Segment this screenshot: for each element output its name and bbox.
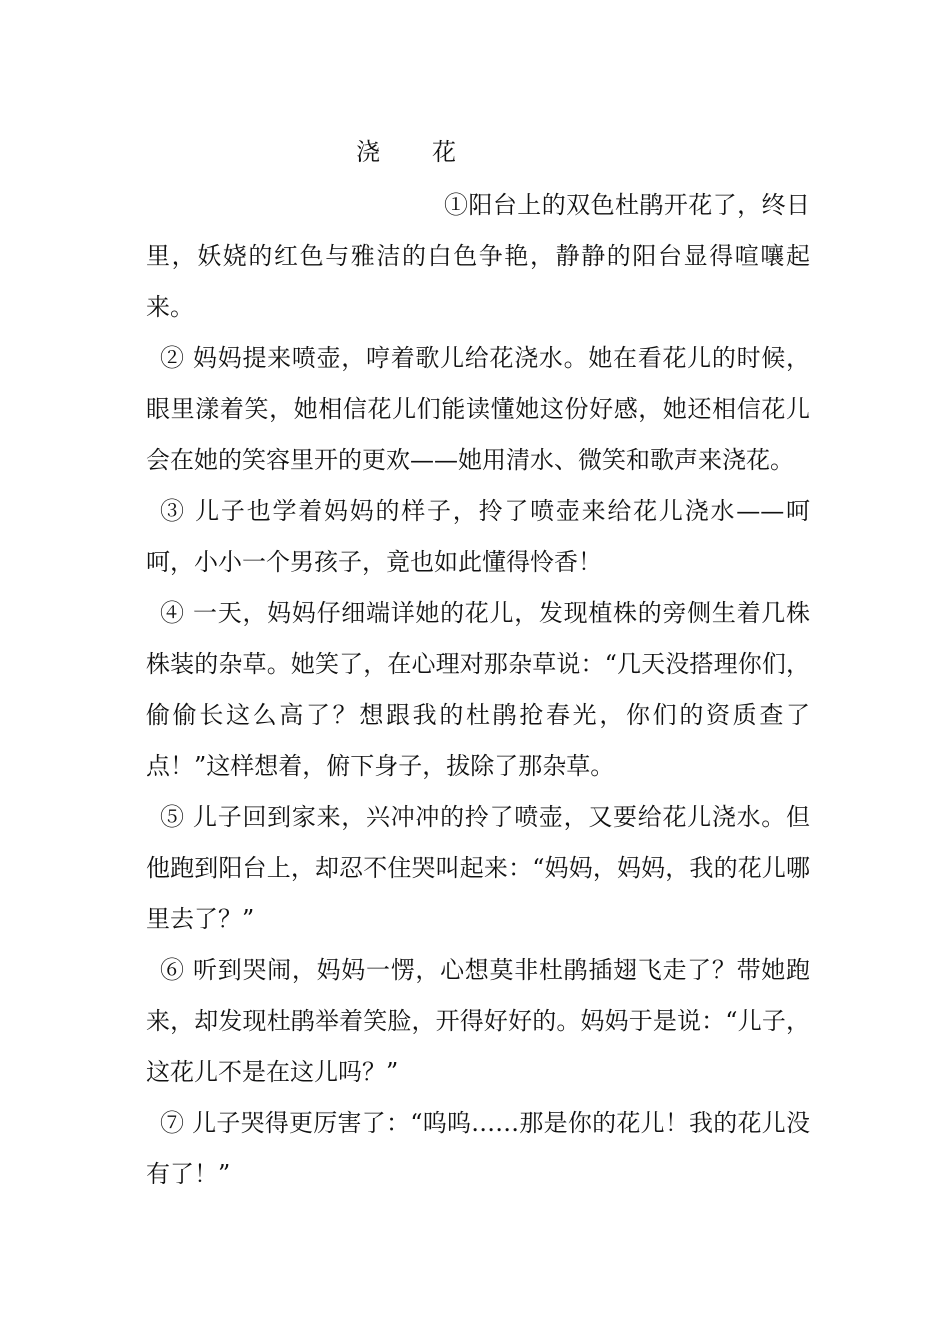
title-char-1: 浇 [356,138,380,166]
paragraph-4: ④ 一天，妈妈仔细端详她的花儿，发现植株的旁侧生着几株株装的杂草。她笑了，在心理对那杂草说：“几天没搭理你们，偷偷长这么高了？想跟我的杜鹃抢春光，你们的资质查了点！”这样想着，俯下身子，拔除了那杂草。 [146,599,810,780]
title-char-2: 花 [432,138,456,166]
paragraph-7: ⑦ 儿子哭得更厉害了：“呜呜……那是你的花儿！我的花儿没有了！” [146,1109,810,1188]
paragraph-2: ② 妈妈提来喷壶，哼着歌儿给花浇水。她在看花儿的时候，眼里漾着笑，她相信花儿们能读懂她这份好感，她还相信花儿会在她的笑容里开的更欢——她用清水、微笑和歌声来浇花。 [146,344,810,474]
paragraph-1: ①阳台上的双色杜鹃开花了，终日里，妖娆的红色与雅洁的白色争艳，静静的阳台显得喧嚷起来。 [146,191,810,321]
paragraph-3: ③ 儿子也学着妈妈的样子，拎了喷壶来给花儿浇水——呵呵，小小一个男孩子，竟也如此懂得怜香！ [146,497,810,576]
paragraph-6: ⑥ 听到哭闹，妈妈一愣，心想莫非杜鹃插翅飞走了？带她跑来，却发现杜鹃举着笑脸，开得好好的。妈妈于是说：“儿子，这花儿不是在这儿吗？” [146,956,810,1086]
article-body [146,180,810,1200]
page-title [356,132,456,167]
paragraph-5: ⑤ 儿子回到家来，兴冲冲的拎了喷壶，又要给花儿浇水。但他跑到阳台上，却忍不住哭叫起来：“妈妈，妈妈，我的花儿哪里去了？” [146,803,810,933]
